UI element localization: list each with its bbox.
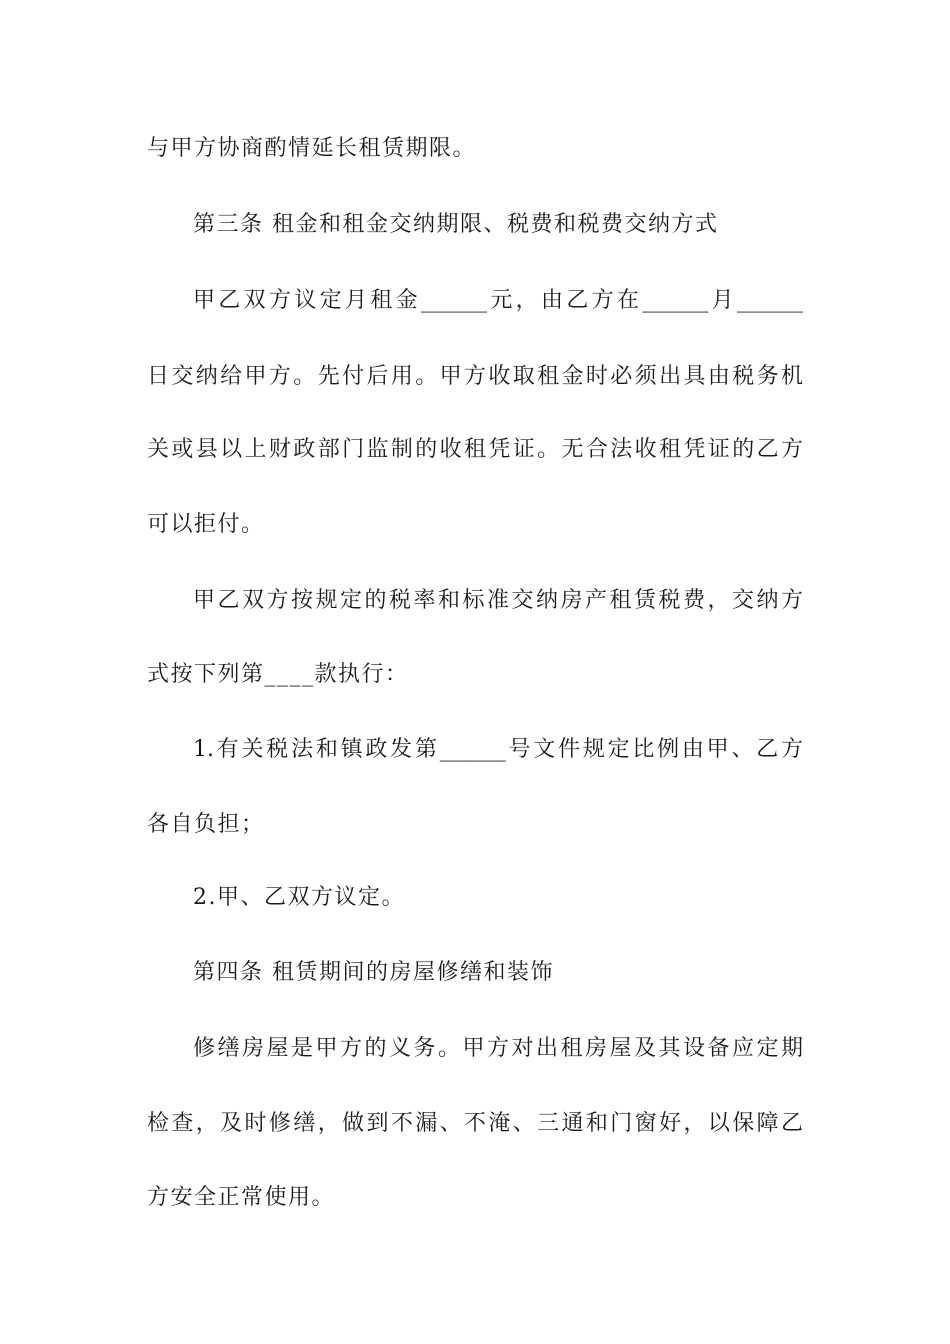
article-heading: 第三条 租金和租金交纳期限、税费和税费交纳方式 [193, 212, 719, 237]
paragraph-line: 检查，及时修缮，做到不漏、不淹、三通和门窗好，以保障乙 [147, 1111, 803, 1136]
paragraph-line: 方安全正常使用。 [147, 1185, 336, 1210]
list-item: 2.甲、乙双方议定。 [193, 885, 405, 910]
paragraph-line: 日交纳给甲方。先付后用。甲方收取租金时必须出具由税务机 [147, 364, 803, 389]
article-heading: 第四条 租赁期间的房屋修缮和装饰 [193, 960, 554, 985]
list-item: 1.有关税法和镇政发第______号文件规定比例由甲、乙方 [193, 737, 803, 762]
paragraph-line: 关或县以上财政部门监制的收租凭证。无合法收租凭证的乙方 [147, 437, 803, 462]
paragraph-line: 各自负担； [147, 812, 265, 837]
paragraph-line: 甲乙双方按规定的税率和标准交纳房产租赁税费，交纳方 [193, 588, 803, 613]
paragraph-line: 甲乙双方议定月租金______元，由乙方在______月______ [193, 288, 803, 313]
paragraph-line: 可以拒付。 [147, 512, 265, 537]
paragraph-line: 修缮房屋是甲方的义务。甲方对出租房屋及其设备应定期 [193, 1036, 803, 1061]
paragraph-line: 式按下列第____款执行： [147, 662, 409, 687]
paragraph-line: 与甲方协商酌情延长租赁期限。 [147, 136, 477, 161]
